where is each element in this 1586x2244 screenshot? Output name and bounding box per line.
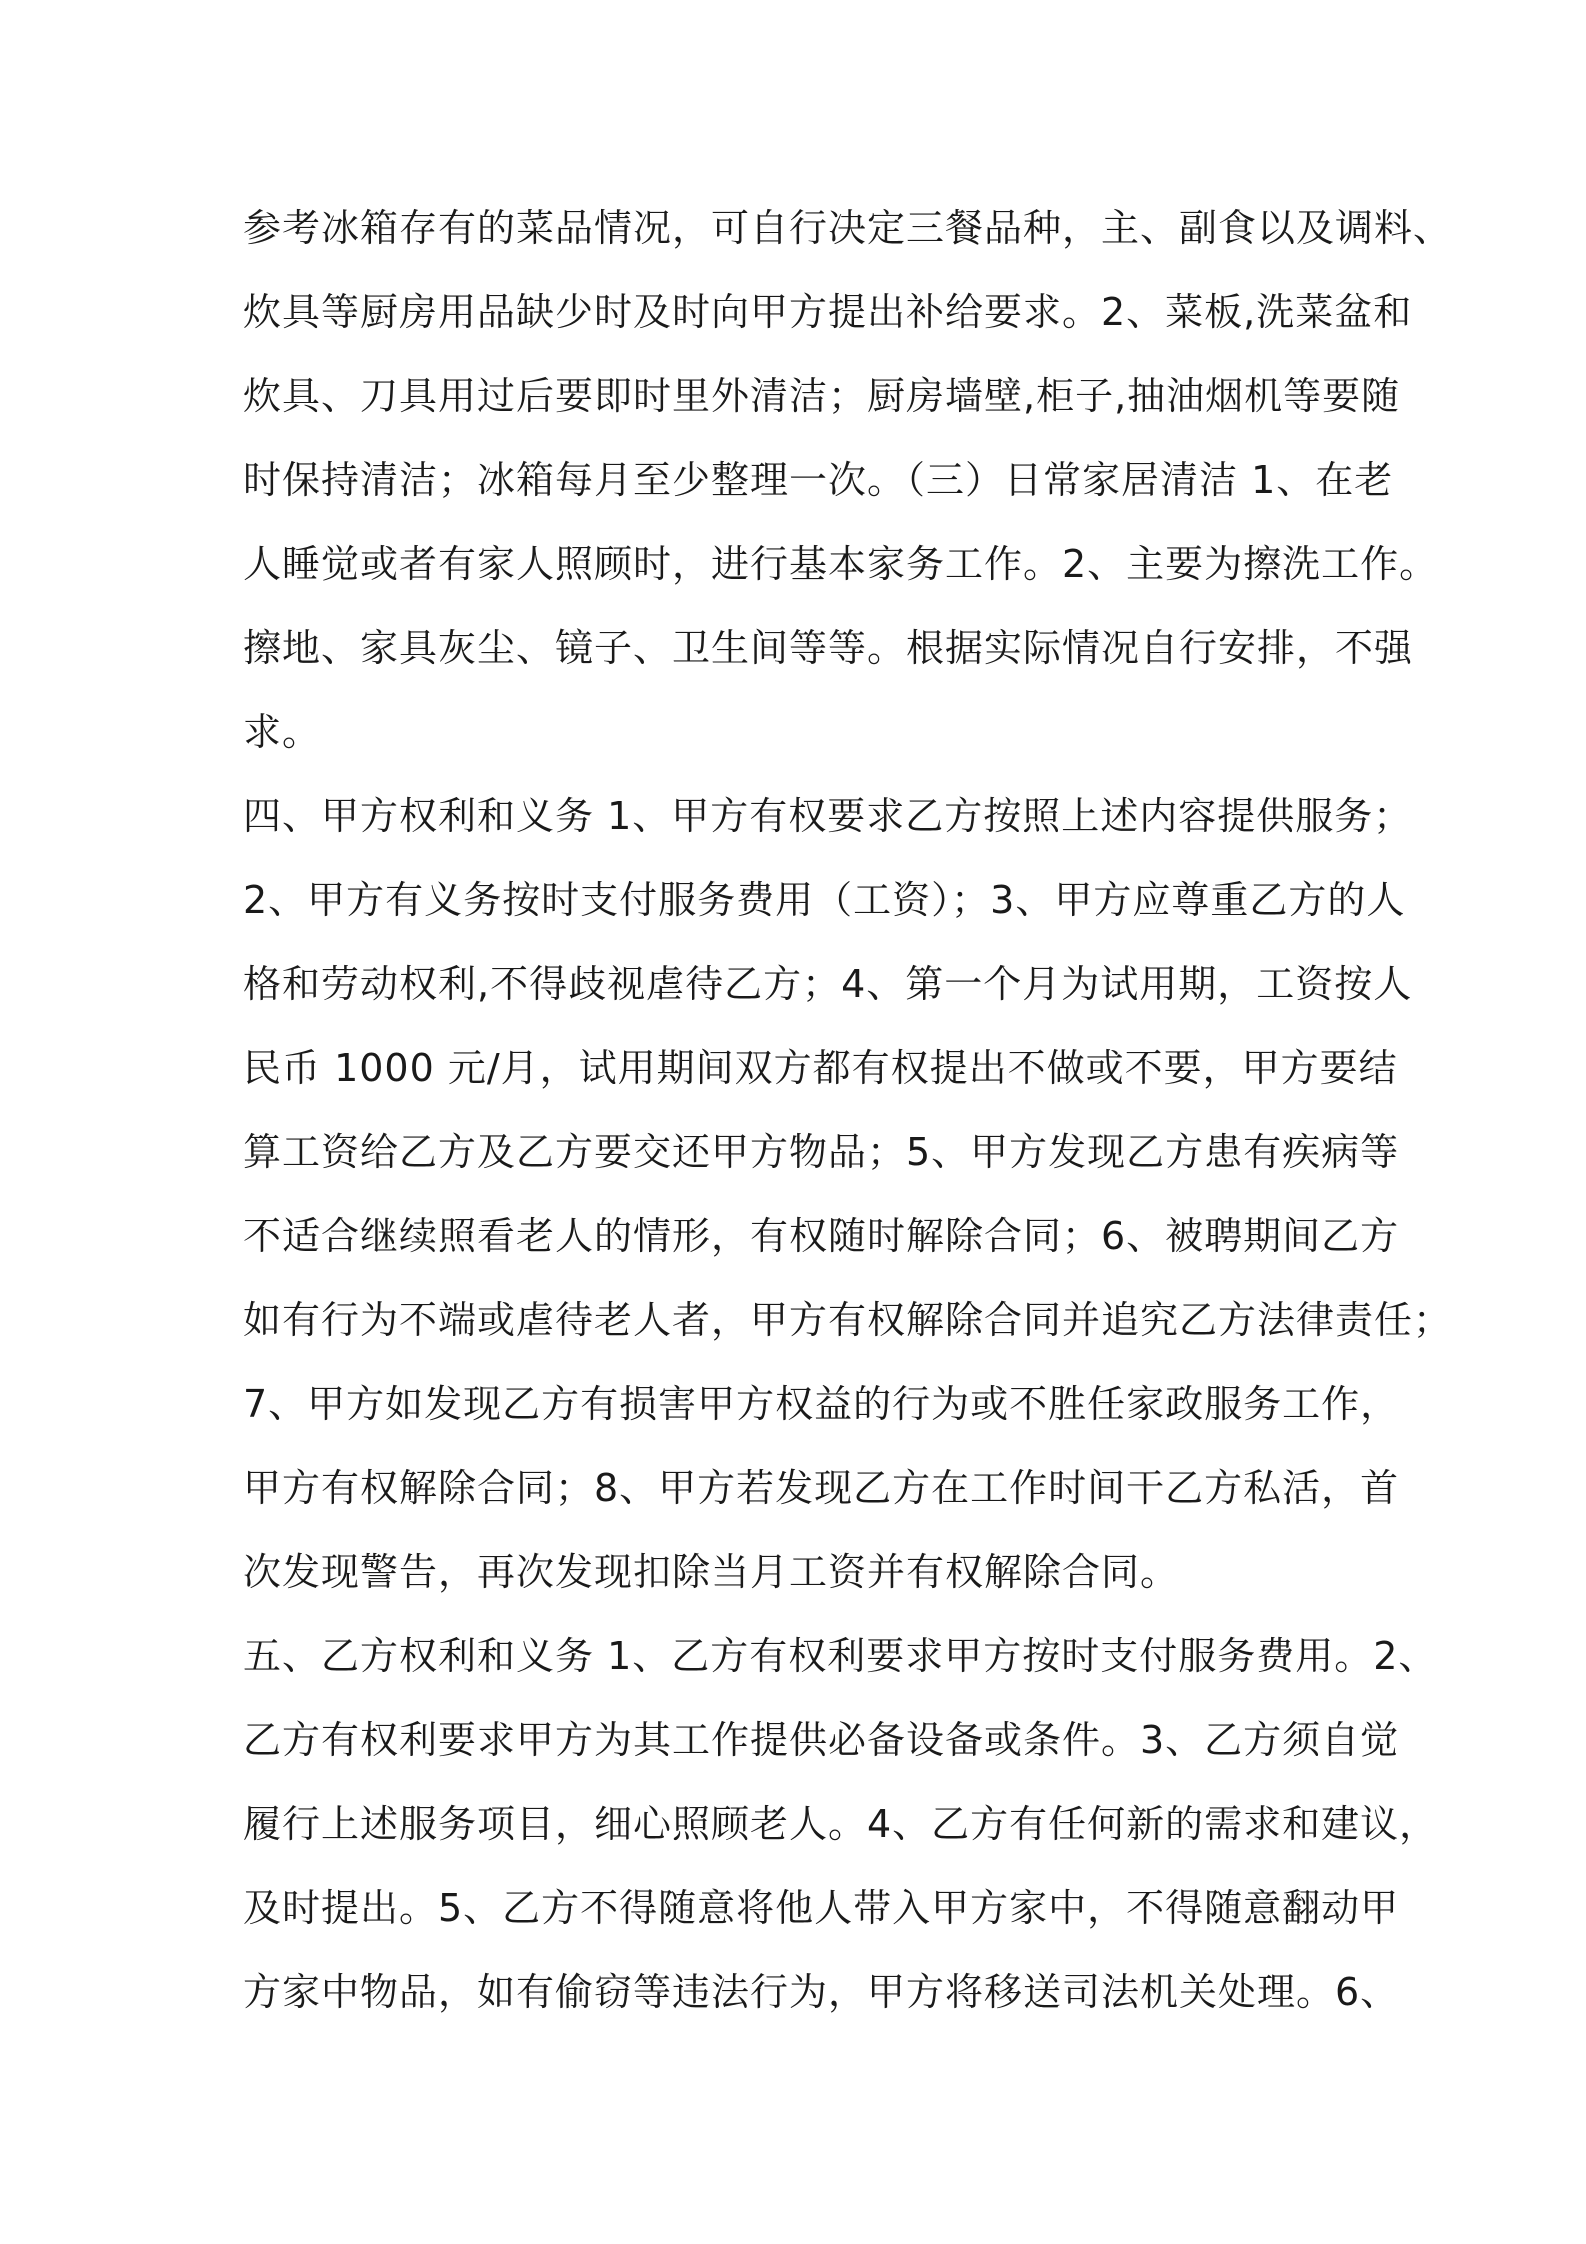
text-line: 民币 1000 元/月，试用期间双方都有权提出不做或不要，甲方要结: [243, 1046, 1398, 1090]
text-line: 及时提出。5、乙方不得随意将他人带入甲方家中，不得随意翻动甲: [243, 1886, 1400, 1930]
text-line: 炊具等厨房用品缺少时及时向甲方提出补给要求。2、菜板,洗菜盆和: [243, 290, 1413, 334]
text-line: 方家中物品，如有偷窃等违法行为，甲方将移送司法机关处理。6、: [243, 1970, 1400, 2014]
text-line: 格和劳动权利,不得歧视虐待乙方；4、第一个月为试用期，工资按人: [243, 962, 1413, 1006]
paragraph-party-a-rights: [243, 774, 1453, 1614]
text-line: 乙方有权利要求甲方为其工作提供必备设备或条件。3、乙方须自觉: [243, 1718, 1400, 1762]
paragraph-kitchen-cleaning: [243, 186, 1453, 774]
text-line: 算工资给乙方及乙方要交还甲方物品；5、甲方发现乙方患有疾病等: [243, 1130, 1400, 1174]
paragraph-party-b-rights: [243, 1614, 1439, 2034]
text-line: 参考冰箱存有的菜品情况，可自行决定三餐品种，主、副食以及调料、: [243, 206, 1453, 250]
text-line: 履行上述服务项目，细心照顾老人。4、乙方有任何新的需求和建议，: [243, 1802, 1439, 1846]
text-line: 擦地、家具灰尘、镜子、卫生间等等。根据实际情况自行安排，不强: [243, 626, 1414, 670]
text-line: 7、甲方如发现乙方有损害甲方权益的行为或不胜任家政服务工作，: [243, 1382, 1400, 1426]
text-line: 四、甲方权利和义务 1、甲方有权要求乙方按照上述内容提供服务；: [243, 794, 1413, 838]
text-line: 人睡觉或者有家人照顾时，进行基本家务工作。2、主要为擦洗工作。: [243, 542, 1439, 586]
text-line: 如有行为不端或虐待老人者，甲方有权解除合同并追究乙方法律责任；: [243, 1298, 1453, 1342]
text-line: 时保持清洁；冰箱每月至少整理一次。（三）日常家居清洁 1、在老: [243, 458, 1394, 502]
text-line: 五、乙方权利和义务 1、乙方有权利要求甲方按时支付服务费用。2、: [243, 1634, 1438, 1678]
text-line: 不适合继续照看老人的情形，有权随时解除合同；6、被聘期间乙方: [243, 1214, 1400, 1258]
text-line: 甲方有权解除合同；8、甲方若发现乙方在工作时间干乙方私活，首: [243, 1466, 1400, 1510]
text-line: 次发现警告，再次发现扣除当月工资并有权解除合同。: [243, 1550, 1180, 1594]
text-line: 求。: [243, 710, 322, 754]
text-line: 2、甲方有义务按时支付服务费用（工资）；3、甲方应尊重乙方的人: [243, 878, 1406, 922]
text-line: 炊具、刀具用过后要即时里外清洁；厨房墙壁,柜子,抽油烟机等要随: [243, 374, 1401, 418]
